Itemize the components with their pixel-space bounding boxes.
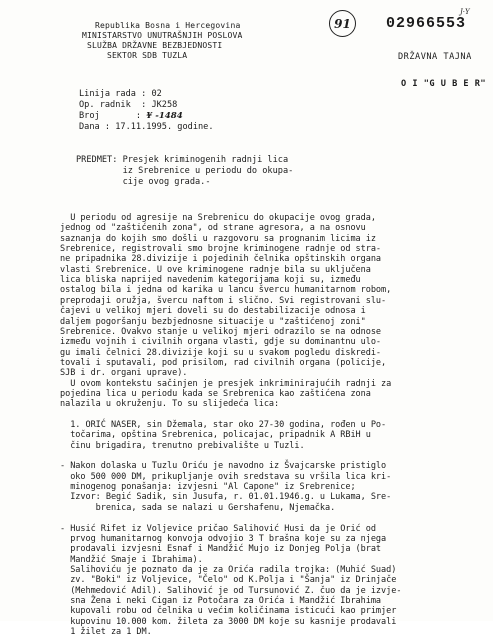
- body-line: između vojnih i civilnih organa vlasti, gdje su dominantnu ulo-: [60, 337, 382, 348]
- body-line: pojedina lica u periodu kada se Srebrenica kao zaštićena zona: [60, 388, 371, 399]
- body-line: brenica, sada se nalazi u Gershafenu, Njemačka.: [60, 502, 336, 513]
- circled-page-number: 91: [329, 10, 356, 37]
- body-line: prvog humanitarnog konvoja odvojio 3 T brašna koje su za njega: [60, 533, 387, 544]
- document-number: 02966553: [386, 15, 467, 32]
- body-line: vlasti Srebrenice. U ove kriminogene radnje bila su uključena: [60, 264, 371, 275]
- body-line: nalazila u okruženju. To su slijedeća lica:: [60, 399, 280, 410]
- body-line: kupovinu 10.000 kom. žileta za 3000 DM koje su kasnije prodavali: [60, 616, 397, 627]
- body-line: točarima, opština Srebrenica, policajac, pripadnik A RBiH u: [60, 430, 371, 441]
- meta-number-value: ¥ -1484: [146, 111, 183, 121]
- body-line: kupovali robu od čelnika u većim količinama isticući kao primjer: [60, 606, 397, 617]
- body-line: daljem pogoršanju bezbjednosne situacije u "zaštićenoj zoni": [60, 316, 366, 327]
- classification-codename: O I "G U B E R": [401, 79, 487, 89]
- body-line: Izvor: Begić Sadik, sin Jusufa, r. 01.01.1946.g. u Lukama, Sre-: [60, 492, 392, 503]
- corner-mark: J·Y: [460, 8, 470, 16]
- classification-label: DRŽAVNA TAJNA: [398, 52, 472, 62]
- subject-line: PREDMET: Presjek kriminogenih radnji lica: [76, 155, 289, 165]
- subject-line: iz Srebrenice u periodu do okupa-: [76, 166, 294, 176]
- meta-date: Dana : 17.11.1995. godine.: [79, 122, 214, 132]
- body-line: ne pripadnika 28.divizije i pojedinih čelnika opštinskih organa: [60, 254, 382, 265]
- meta-line-work: [79, 89, 162, 101]
- body-line: Srebrenice. Ovakvo stanje u velikoj mjeri odrazilo se na odnose: [60, 326, 382, 337]
- meta-operator-label: Op. radnik :: [79, 100, 147, 110]
- subject-line: cije ovog grada.-: [76, 177, 211, 187]
- body-line: minogenog ponašanja: izvjesni "Al Capone" iz Srebrenice;: [60, 482, 356, 493]
- body-line: - Husić Rifet iz Voljevice pričao Salihović Husi da je Orić od: [60, 523, 376, 534]
- body-line: saznanja do kojih smo došli u razgovoru sa prognanim licima iz: [60, 233, 376, 244]
- body-line: jednog od "zaštićenih zona", od strane agresora, a na osnovu: [60, 223, 366, 234]
- body-line: prodavali izvjesni Esnaf i Mandžić Mujo iz Donjeg Polja (brat: [60, 544, 382, 555]
- body-line: - Nakon dolaska u Tuzlu Oriću je navodno iz Švajcarske pristiglo: [60, 461, 387, 472]
- body-line: lica bliska naprijed navedenim kategorijama koji su, između: [60, 275, 361, 286]
- body-line: preprodaji oružja, švercu naftom i slično. Svi registrovani slu-: [60, 295, 387, 306]
- body-line: ostalog bila i jedna od karika u lancu švercu humanitarnom robom,: [60, 285, 392, 296]
- body-line: U ovom kontekstu sačinjen je presjek inkriminirajućih radnji za: [60, 378, 392, 389]
- header-line-republic: Republika Bosna i Hercegovina: [95, 21, 241, 30]
- body-line: (Mehmedović Adil). Salihović je od Tursunović Z. čuo da je izvje-: [60, 585, 402, 596]
- meta-number-label: Broj :: [79, 111, 142, 121]
- body-line: 1. ORIĆ NASER, sin Džemala, star oko 27-30 godina, rođen u Po-: [60, 420, 387, 430]
- meta-number: [79, 111, 183, 123]
- header-line-service: SLUŽBA DRŽAVNE BEZBJEDNOSTI: [87, 41, 223, 50]
- meta-operator: [79, 100, 177, 112]
- body-line: U periodu od agresije na Srebrenicu do okupacije ovog grada,: [60, 213, 376, 223]
- header-line-ministry: MINISTARSTVO UNUTRAŠNJIH POSLOVA: [82, 31, 243, 40]
- body-line: sna Žena i neki Cigan iz Potočara za Orića i Mandžić Ibrahima: [60, 596, 382, 606]
- body-line: gu imali čelnici 28.divizije koji su u svakom pogledu diskredi-: [60, 347, 382, 358]
- body-line: Mandžić Smaje i Ibrahima).: [60, 554, 203, 565]
- body-line: Srebrenice, registrovali smo brojne kriminogene radnje od stra-: [60, 244, 382, 255]
- body-line: činu brigadira, trenutno prebivalište u Tuzli.: [60, 440, 305, 451]
- meta-operator-value: JK258: [151, 100, 178, 110]
- body-line: čajevi u velikoj mjeri doveli su do destabilizacije odnosa i: [60, 306, 366, 317]
- body-line: tovali i sputavali, pod prisilom, rad civilnih organa (policije,: [60, 357, 387, 368]
- header-line-sector: SEKTOR SDB TUZLA: [107, 51, 188, 60]
- body-line: zv. "Boki" iz Voljevice, "Čelo" od K.Polja i "Šanja" iz Drinjače: [60, 575, 397, 586]
- body-line: SJB i dr. organi uprave).: [60, 368, 188, 379]
- meta-line-value: 02: [151, 89, 162, 99]
- meta-line-label: Linija rada :: [79, 89, 147, 99]
- body-line: oko 500 000 DM, prikupljanje ovih sredstava su vršila lica kri-: [60, 471, 392, 482]
- body-line: Salihoviću je poznato da je za Orića radila trojka: (Muhić Suad): [60, 564, 397, 575]
- body-line: 1 žilet za 1 DM.: [60, 627, 152, 637]
